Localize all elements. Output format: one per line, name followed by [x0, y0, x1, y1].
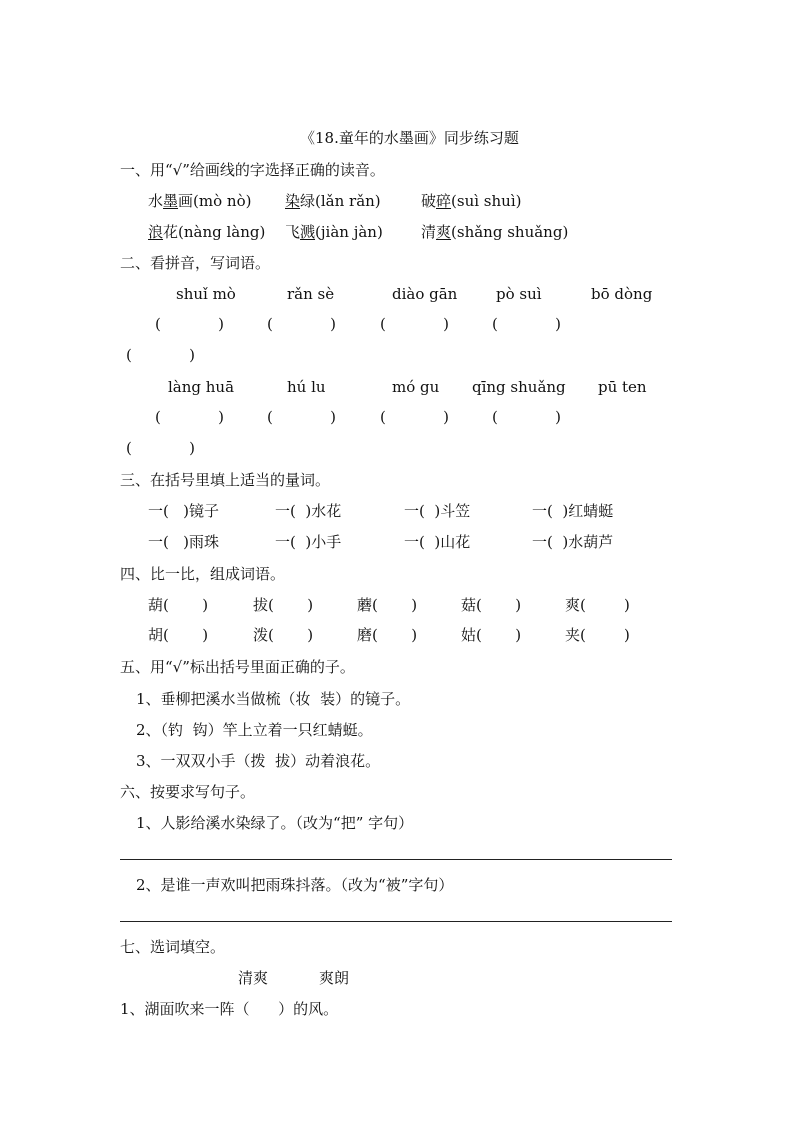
word-choice: 爽朗: [319, 969, 350, 987]
page-title: 《18.童年的水墨画》同步练习题: [300, 129, 519, 147]
section-1-heading: 一、用“√”给画线的字选择正确的读音。: [120, 161, 385, 179]
s5-item-2: 2、（钓 钩）竿上立着一只红蜻蜓。: [136, 721, 373, 739]
measure-word-item: 一( )水花: [275, 502, 342, 520]
pinyin: shuǐ mò: [176, 285, 236, 303]
s1-item-3: 破碎(suì shuì): [421, 192, 522, 210]
measure-word-item: 一( )雨珠: [148, 533, 220, 551]
pinyin: mó gu: [392, 378, 440, 396]
pinyin: qīng shuǎng: [472, 378, 566, 396]
s1-item-2: 染绿(lǎn rǎn): [285, 192, 381, 210]
answer-blank[interactable]: ( ): [155, 315, 224, 333]
section-6-heading: 六、按要求写句子。: [120, 783, 256, 801]
answer-line-2[interactable]: [120, 921, 672, 922]
compare-item: 拔( ): [253, 596, 314, 614]
section-4-heading: 四、比一比，组成词语。: [120, 565, 286, 583]
compare-item: 磨( ): [357, 626, 418, 644]
s7-item-1: 1、湖面吹来一阵（ ）的风。: [120, 1000, 339, 1018]
s1-item-4: 浪花(nàng làng): [148, 223, 266, 241]
section-5-heading: 五、用“√”标出括号里面正确的子。: [120, 658, 355, 676]
measure-word-item: 一( )山花: [404, 533, 471, 551]
measure-word-item: 一( )镜子: [148, 502, 220, 520]
s6-item-2: 2、是谁一声欢叫把雨珠抖落。（改为“被”字句）: [136, 876, 454, 894]
compare-item: 胡( ): [148, 626, 209, 644]
s1-item-6: 清爽(shǎng shuǎng): [421, 223, 569, 241]
section-7-heading: 七、选词填空。: [120, 938, 226, 956]
compare-item: 姑( ): [461, 626, 522, 644]
measure-word-item: 一( )水葫芦: [532, 533, 614, 551]
s6-item-1: 1、人影给溪水染绿了。（改为“把” 字句）: [136, 814, 414, 832]
answer-blank[interactable]: ( ): [380, 315, 449, 333]
s5-item-1: 1、垂柳把溪水当做梳（妆 装）的镜子。: [136, 690, 411, 708]
section-3-heading: 三、在括号里填上适当的量词。: [120, 471, 331, 489]
answer-blank[interactable]: ( ): [155, 408, 224, 426]
compare-item: 葫( ): [148, 596, 209, 614]
answer-blank[interactable]: ( ): [267, 408, 336, 426]
compare-item: 爽( ): [565, 596, 630, 614]
answer-blank[interactable]: ( ): [380, 408, 449, 426]
pinyin: diào gān: [392, 285, 458, 303]
s1-item-5: 飞溅(jiàn jàn): [285, 223, 383, 241]
compare-item: 泼( ): [253, 626, 314, 644]
answer-blank[interactable]: ( ): [126, 439, 195, 457]
answer-line-1[interactable]: [120, 859, 672, 860]
word-choice: 清爽: [238, 969, 269, 987]
pinyin: hú lu: [287, 378, 326, 396]
s5-item-3: 3、一双双小手（拨 拔）动着浪花。: [136, 752, 381, 770]
answer-blank[interactable]: ( ): [492, 408, 561, 426]
pinyin: làng huā: [168, 378, 235, 396]
measure-word-item: 一( )红蜻蜓: [532, 502, 614, 520]
s1-item-1: 水墨画(mò nò): [148, 192, 252, 210]
answer-blank[interactable]: ( ): [492, 315, 561, 333]
compare-item: 菇( ): [461, 596, 522, 614]
section-2-heading: 二、看拼音，写词语。: [120, 254, 271, 272]
answer-blank[interactable]: ( ): [267, 315, 336, 333]
answer-blank[interactable]: ( ): [126, 346, 195, 364]
measure-word-item: 一( )小手: [275, 533, 342, 551]
pinyin: rǎn sè: [287, 285, 335, 303]
compare-item: 夹( ): [565, 626, 630, 644]
measure-word-item: 一( )斗笠: [404, 502, 471, 520]
compare-item: 蘑( ): [357, 596, 418, 614]
pinyin: pò suì: [496, 285, 542, 303]
pinyin: bō dòng: [591, 285, 653, 303]
pinyin: pū ten: [598, 378, 647, 396]
